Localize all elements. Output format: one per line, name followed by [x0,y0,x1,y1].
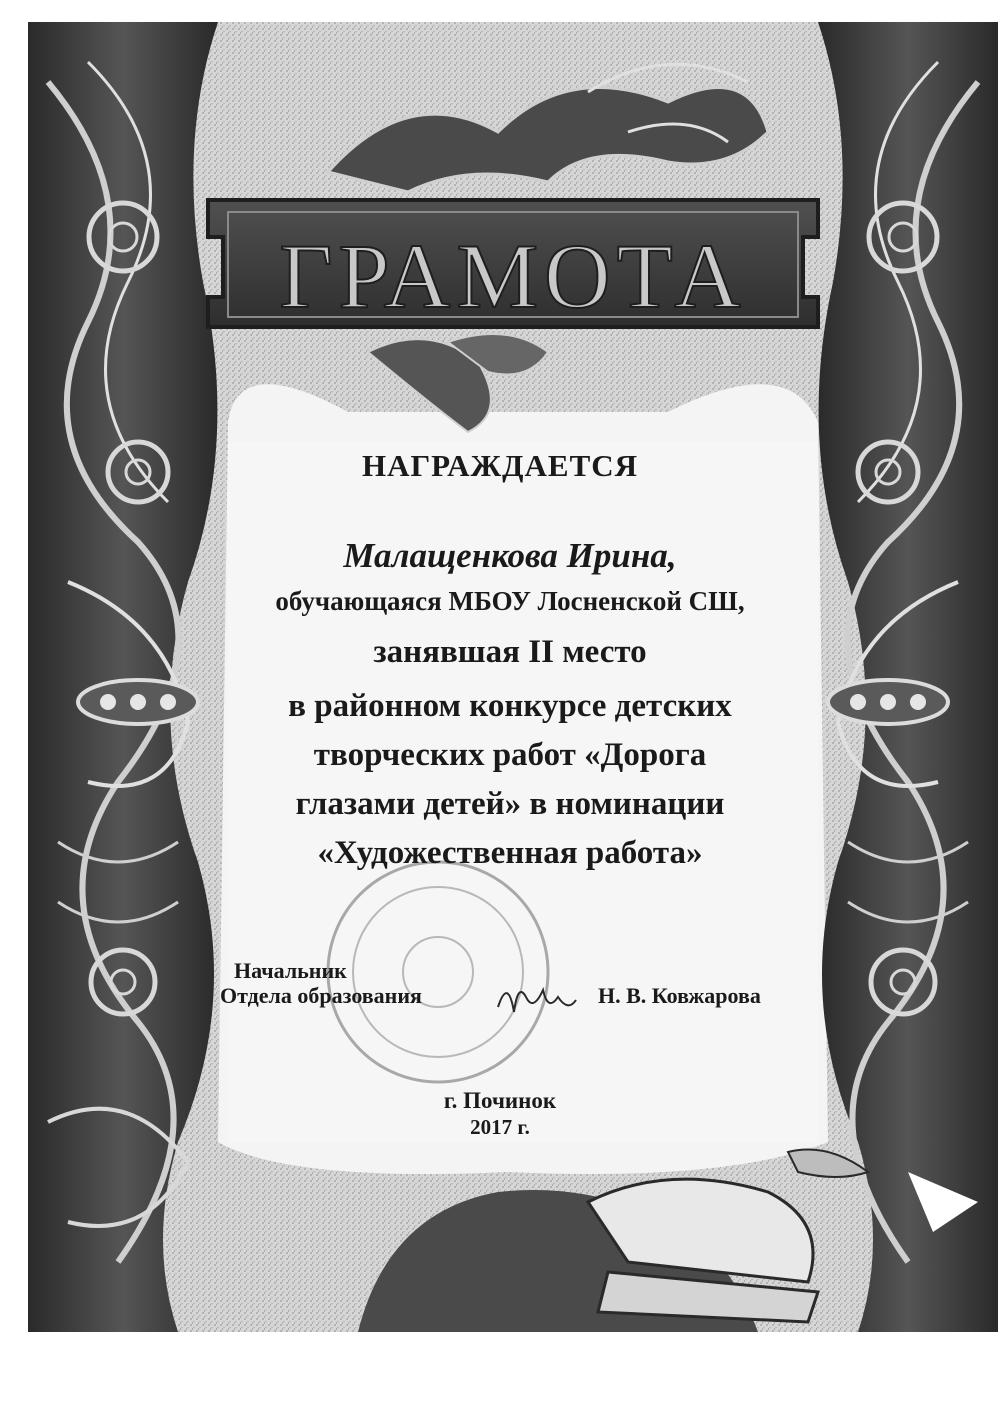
contest-line-3: глазами детей» в номинации [295,786,725,822]
contest-line-1: в районном конкурсе детских [288,688,732,724]
signatory-title-2: Отдела образования [220,983,422,1008]
award-heading: НАГРАЖДАЕТСЯ [361,448,639,483]
nomination: «Художественная работа» [317,835,703,871]
issue-place: г. Починок [443,1088,557,1113]
issue-year: 2017 г. [470,1115,530,1139]
recipient-name: Малащенкова Ирина, [343,536,677,575]
signatory-name: Н. В. Ковжарова [598,983,761,1008]
award-place: занявшая II место [373,634,647,670]
signatory-title-1: Начальник [234,958,347,983]
contest-line-2: творческих работ «Дорога [313,737,707,773]
recipient-school: обучающаяся МБОУ Лосненской СШ, [275,586,745,616]
certificate-title-art: ГРАМОТА [279,225,747,327]
